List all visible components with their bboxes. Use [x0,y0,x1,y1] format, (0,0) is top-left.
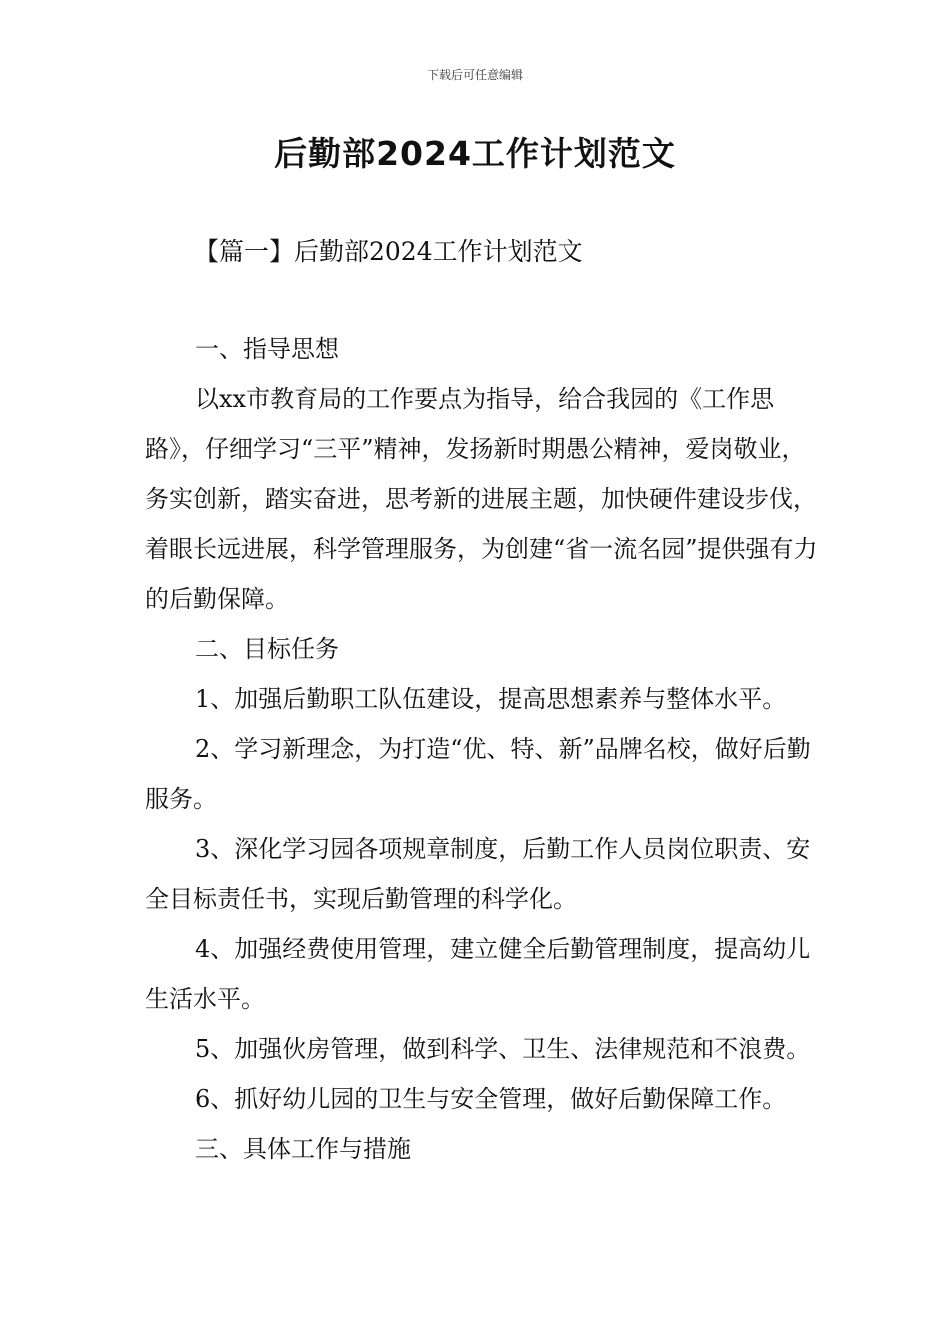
list-item: 4、加强经费使用管理，建立健全后勤管理制度，提高幼儿生活水平。 [145,935,811,1013]
article-title: 【篇一】后勤部2024工作计划范文 [194,237,583,266]
list-item: 3、深化学习园各项规章制度，后勤工作人员岗位职责、安全目标责任书，实现后勤管理的科学化。 [145,835,811,913]
list-item: 2、学习新理念，为打造“优、特、新”品牌名校，做好后勤服务。 [145,735,811,813]
list-item: 1、加强后勤职工队伍建设，提高思想素养与整体水平。 [195,685,787,713]
paragraph: 以xx市教育局的工作要点为指导，给合我园的《工作思路》，仔细学习“三平”精神，发扬新时期愚公精神，爱岗敬业，务实创新，踏实奋进，思考新的进展主题，加快硬件建设步伐，着眼长远进展，科学管理服务，为创建“省一流名园”提供强有力的后勤保障。 [145,385,818,613]
list-item: 5、加强伙房管理，做到科学、卫生、法律规范和不浪费。 [195,1035,811,1063]
section-heading: 一、指导思想 [195,335,339,363]
header-note: 下载后可任意编辑 [426,68,523,82]
list-item: 6、抓好幼儿园的卫生与安全管理，做好后勤保障工作。 [195,1085,787,1113]
section-heading: 三、具体工作与措施 [195,1135,411,1163]
document-title: 后勤部2024工作计划范文 [274,134,676,173]
document-body [145,324,825,1174]
section-heading: 二、目标任务 [195,635,339,663]
